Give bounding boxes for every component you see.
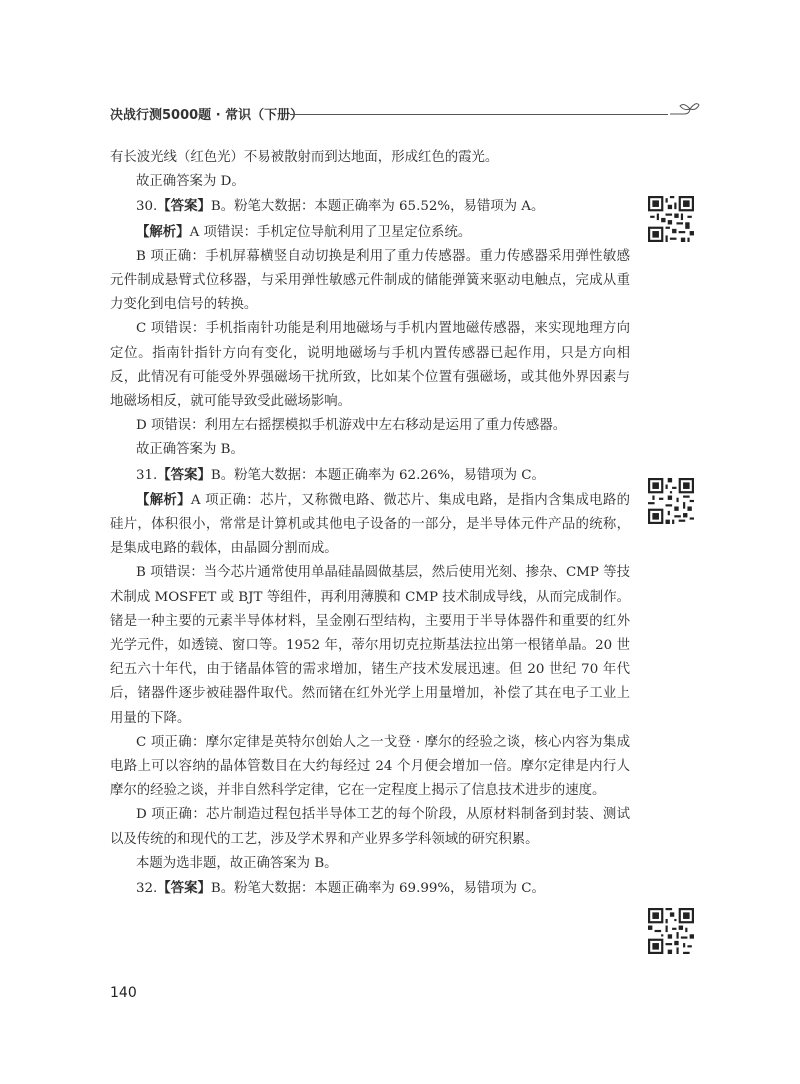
header-rule: [290, 114, 668, 115]
paragraph-7: 故正确答案为 B。: [136, 442, 244, 458]
paragraph-5: C 项错误：手机指南针功能是利用地磁场与手机内置地磁传感器，来实现地理方向定位。指南针指针方向有变化，说明地磁场与手机内置传感器已起作用，只是方向相反，此情况有可能受外界强磁场干扰所致，比如某个位置有强磁场，或其他外界因素与地磁场相反，就可能导致受此磁场影响。: [110, 321, 630, 410]
paragraph-0: 有长波光线（红色光）不易被散射而到达地面，形成红色的霞光。: [110, 150, 499, 165]
book-title: 决战行测5000题 · 常识（下册）: [110, 108, 304, 123]
paragraph-6: D 项错误：利用左右摇摆模拟手机游戏中左右移动是运用了重力传感器。: [136, 418, 567, 434]
paragraph-10: B 项错误：当今芯片通常使用单晶硅晶圆做基层，然后使用光刻、掺杂、CMP 等技术制成 MOSFET 或 BJT 等组件，再利用薄膜和 CMP 技术制成导线，从而完成制作。锗是一种主要的元素半导体材料，呈金刚石型结构，主要用于半导体器件和重要的红外光学元件，如透镜、窗口等。1952 年，蒂尔用切克拉斯基法拉出第一根锗单晶。20 世纪五六十年代，由于锗晶体管的需求增加，锗生产技术发展迅速。但 20 世纪 70 年代后，锗器件逐步被硅器件取代。然而锗在红外光学上用量增加，补偿了其在电子工业上用量的下降。: [110, 565, 630, 726]
paragraph-11: C 项正确：摩尔定律是英特尔创始人之一戈登 · 摩尔的经验之谈，核心内容为集成电路上可以容纳的晶体管数目在大约每经过 24 个月便会增加一倍。摩尔定律是内行人摩尔的经验之谈，并非自然科学定律，它在一定程度上揭示了信息技术进步的速度。: [110, 734, 630, 799]
analysis-30: 【解析】A 项错误：手机定位导航利用了卫星定位系统。: [136, 223, 472, 240]
analysis-31: 【解析】A 项正确：芯片，又称微电路、微芯片、集成电路，是指内含集成电路的硅片，体积很小，常常是计算机或其他电子设备的一部分，是半导体元件产品的统称，是集成电路的载体，由晶圆分割而成。: [110, 491, 630, 557]
answer-label: 【答案】: [157, 466, 211, 483]
answer-30: 30.【答案】B。粉笔大数据：本题正确率为 65.52%，易错项为 A。: [136, 198, 545, 215]
running-header: [110, 100, 690, 126]
paragraph-1: 故正确答案为 D。: [136, 174, 245, 190]
qr-code-30-icon: [648, 196, 694, 242]
analysis-label: 【解析】: [136, 223, 190, 240]
answer-32: 32.【答案】B。粉笔大数据：本题正确率为 69.99%，易错项为 C。: [136, 880, 545, 897]
qr-code-32-icon: [648, 908, 694, 954]
qr-code-31-icon: [648, 478, 694, 524]
page-number: 140: [110, 985, 137, 1001]
page-body: [110, 146, 630, 901]
answer-31: 31.【答案】B。粉笔大数据：本题正确率为 62.26%，易错项为 C。: [136, 466, 545, 483]
paragraph-4: B 项正确：手机屏幕横竖自动切换是利用了重力传感器。重力传感器采用弹性敏感元件制成悬臂式位移器，与采用弹性敏感元件制成的储能弹簧来驱动电触点，完成从重力变化到电信号的转换。: [110, 248, 630, 313]
analysis-label: 【解析】: [136, 491, 191, 508]
answer-label: 【答案】: [157, 198, 211, 215]
answer-label: 【答案】: [157, 880, 211, 897]
paragraph-13: 本题为选非题，故正确答案为 B。: [136, 855, 338, 871]
paragraph-12: D 项正确：芯片制造过程包括半导体工艺的每个阶段，从原材料制备到封装、测试以及传统的和现代的工艺，涉及学术界和产业界多学科领域的研究积累。: [110, 807, 630, 847]
sprout-icon: [670, 100, 700, 126]
